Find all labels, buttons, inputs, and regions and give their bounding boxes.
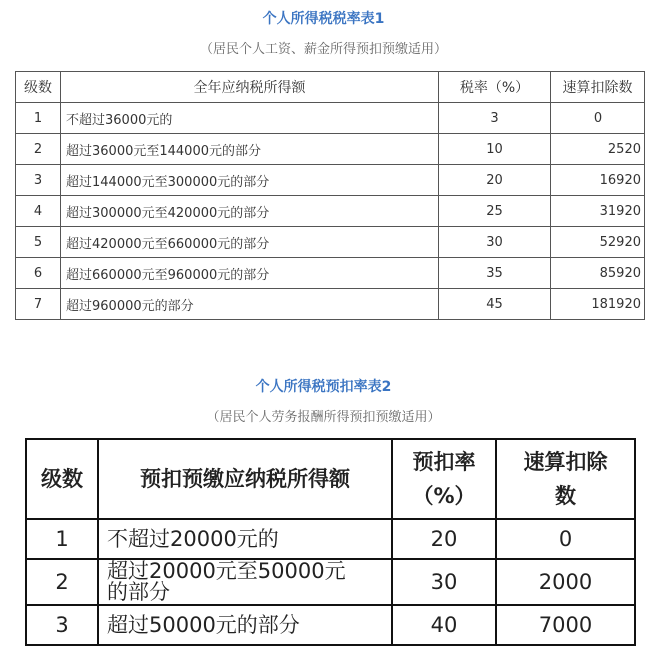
table2-header-deduction <box>496 439 635 519</box>
table1-cell-rate: 35 <box>439 258 551 289</box>
table1-cell-level: 7 <box>16 289 61 320</box>
table2-header-row <box>26 439 635 519</box>
table2-cell-range: 超过50000元的部分 <box>98 605 392 645</box>
table2-header-rate-line1: 预扣率 <box>412 450 476 474</box>
tax-rate-table-1 <box>15 71 645 320</box>
table-row <box>26 519 635 559</box>
table-row <box>16 258 645 289</box>
table1-cell-range: 超过144000元至300000元的部分 <box>61 165 439 196</box>
table2-title: 个人所得税预扣率表2 <box>255 379 392 395</box>
table1-cell-level: 3 <box>16 165 61 196</box>
table1-title: 个人所得税税率表1 <box>262 11 385 27</box>
table2-cell-rate: 40 <box>392 605 496 645</box>
table-row <box>16 134 645 165</box>
table2-cell-deduction: 0 <box>496 519 635 559</box>
table-row <box>16 227 645 258</box>
table2-cell-rate: 30 <box>392 559 496 605</box>
table1-cell-level: 6 <box>16 258 61 289</box>
table2-cell-range-line1: 超过20000元至50000元 <box>107 559 346 583</box>
table2-cell-rate: 20 <box>392 519 496 559</box>
table2-cell-level: 1 <box>26 519 98 559</box>
table2-header-deduction-line2: 数 <box>555 484 576 508</box>
table2-header-level: 级数 <box>26 439 98 519</box>
table1-header-row <box>16 72 645 103</box>
table2-header-deduction-line1: 速算扣除 <box>523 450 608 474</box>
table1-cell-deduction: 85920 <box>551 258 645 289</box>
table1-cell-deduction: 16920 <box>551 165 645 196</box>
table2-cell-level: 3 <box>26 605 98 645</box>
table1-subtitle: （居民个人工资、薪金所得预扣预缴适用） <box>199 42 447 57</box>
tax-rate-table-2 <box>25 438 636 646</box>
table-row <box>16 103 645 134</box>
table-row <box>26 559 635 605</box>
table1-cell-level: 1 <box>16 103 61 134</box>
table1-cell-range: 超过420000元至660000元的部分 <box>61 227 439 258</box>
table1-header-level: 级数 <box>16 72 61 103</box>
table2-subtitle: （居民个人劳务报酬所得预扣预缴适用） <box>206 410 441 425</box>
table1-cell-rate: 10 <box>439 134 551 165</box>
table1-cell-rate: 45 <box>439 289 551 320</box>
table1-cell-rate: 3 <box>439 103 551 134</box>
table2-cell-range: 不超过20000元的 <box>98 519 392 559</box>
table2-header-rate-line2: （%） <box>412 484 476 508</box>
table1-cell-range: 超过36000元至144000元的部分 <box>61 134 439 165</box>
table1-header-range: 全年应纳税所得额 <box>61 72 439 103</box>
table2-header-rate <box>392 439 496 519</box>
table1-cell-deduction: 2520 <box>551 134 645 165</box>
table2-cell-deduction: 7000 <box>496 605 635 645</box>
table1-cell-range: 不超过36000元的 <box>61 103 439 134</box>
table1-cell-range: 超过960000元的部分 <box>61 289 439 320</box>
table1-cell-deduction: 52920 <box>551 227 645 258</box>
table-row <box>26 605 635 645</box>
table1-cell-deduction: 31920 <box>551 196 645 227</box>
table2-cell-range-line2: 的部分 <box>107 580 170 604</box>
table-row <box>16 196 645 227</box>
table2-cell-range <box>98 559 392 605</box>
table1-header-deduction: 速算扣除数 <box>551 72 645 103</box>
table2-cell-deduction: 2000 <box>496 559 635 605</box>
table1-header-rate: 税率（%） <box>439 72 551 103</box>
table2-cell-level: 2 <box>26 559 98 605</box>
table1-cell-level: 2 <box>16 134 61 165</box>
table1-cell-level: 4 <box>16 196 61 227</box>
table1-cell-deduction: 0 <box>551 103 645 134</box>
table1-cell-rate: 20 <box>439 165 551 196</box>
table1-cell-level: 5 <box>16 227 61 258</box>
table1-cell-range: 超过300000元至420000元的部分 <box>61 196 439 227</box>
table1-cell-rate: 25 <box>439 196 551 227</box>
table1-cell-rate: 30 <box>439 227 551 258</box>
table-row <box>16 289 645 320</box>
table2-header-range: 预扣预缴应纳税所得额 <box>98 439 392 519</box>
table1-cell-range: 超过660000元至960000元的部分 <box>61 258 439 289</box>
table-row <box>16 165 645 196</box>
table1-cell-deduction: 181920 <box>551 289 645 320</box>
